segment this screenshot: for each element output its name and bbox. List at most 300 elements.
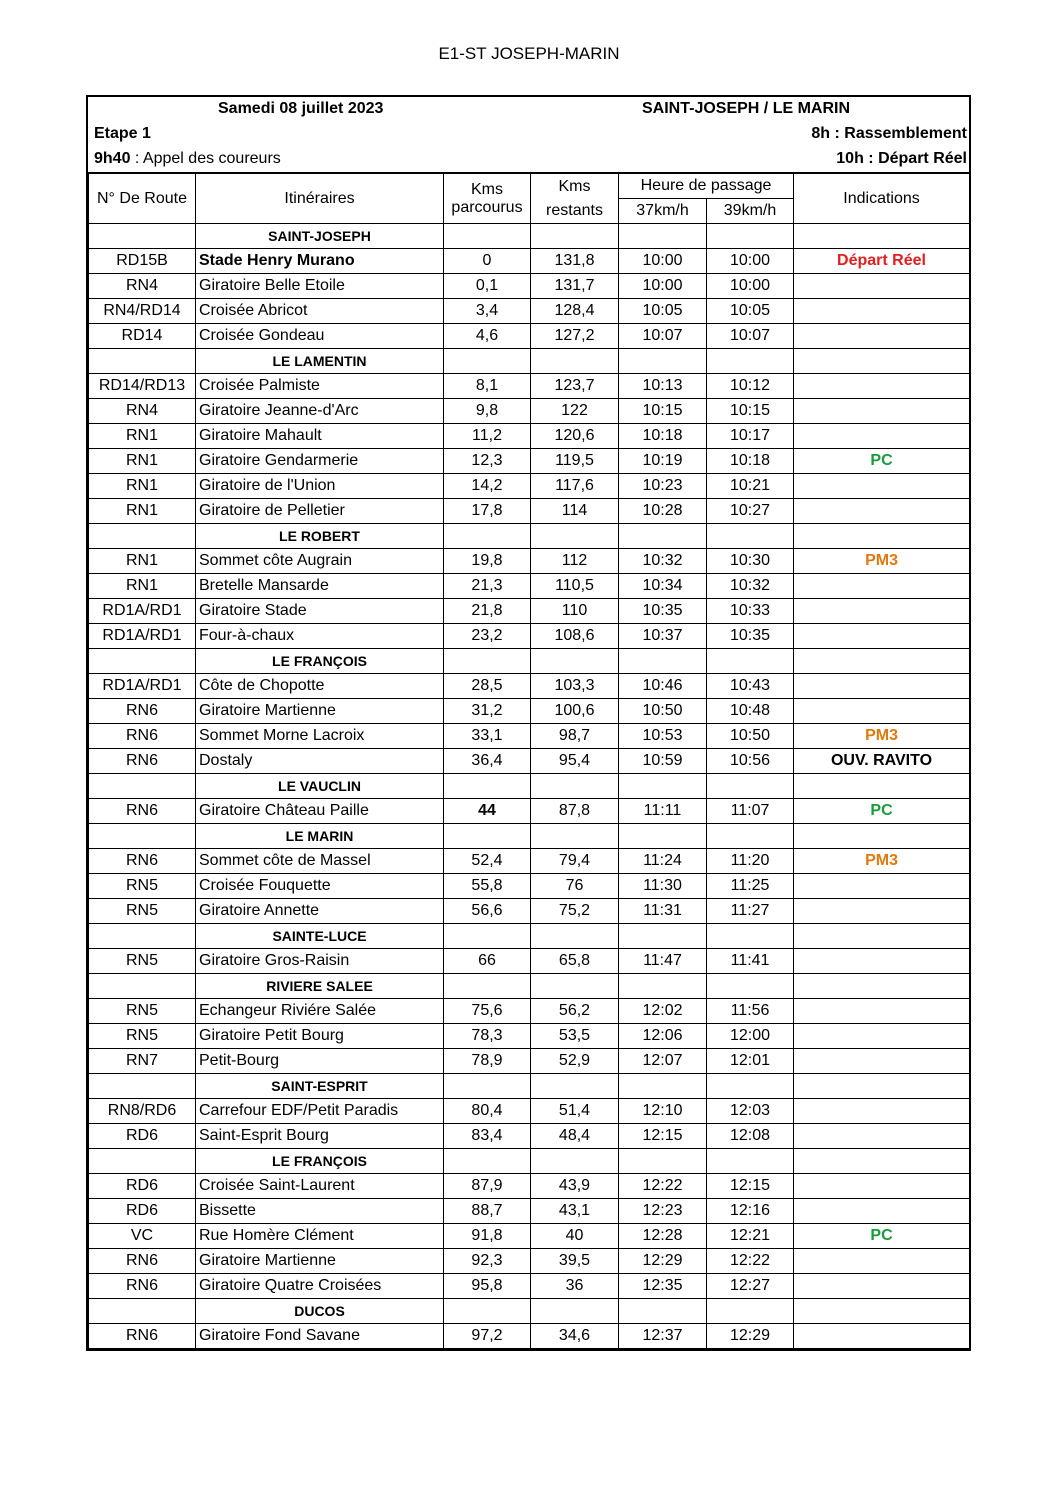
- start-info: 10h : Départ Réel: [836, 150, 967, 167]
- empty-cell: [444, 824, 531, 849]
- time-37kmh: 10:46: [619, 674, 707, 699]
- time-39kmh: 10:15: [707, 399, 794, 424]
- race-date: Samedi 08 juillet 2023: [218, 100, 384, 117]
- time-39kmh: 10:35: [707, 624, 794, 649]
- indication: PM3: [794, 549, 970, 574]
- town-row: [89, 824, 970, 849]
- indication: [794, 474, 970, 499]
- time-37kmh: 10:37: [619, 624, 707, 649]
- time-39kmh: 10:18: [707, 449, 794, 474]
- route-number: RN5: [89, 999, 196, 1024]
- indication: [794, 424, 970, 449]
- kms-done: 33,1: [444, 724, 531, 749]
- kms-done: 56,6: [444, 899, 531, 924]
- place-name: Giratoire Gros-Raisin: [196, 949, 444, 974]
- route-number: RN6: [89, 1249, 196, 1274]
- time-37kmh: 12:35: [619, 1274, 707, 1299]
- kms-left: 40: [531, 1224, 619, 1249]
- empty-cell: [619, 974, 707, 999]
- kms-left: 39,5: [531, 1249, 619, 1274]
- time-37kmh: 11:31: [619, 899, 707, 924]
- kms-done: 36,4: [444, 749, 531, 774]
- kms-left: 95,4: [531, 749, 619, 774]
- time-39kmh: 12:22: [707, 1249, 794, 1274]
- indication: [794, 874, 970, 899]
- waypoint-row: [89, 324, 970, 349]
- town-row: [89, 349, 970, 374]
- empty-cell: [531, 649, 619, 674]
- route-number: RN5: [89, 949, 196, 974]
- place-name: Giratoire de Pelletier: [196, 499, 444, 524]
- empty-cell: [619, 349, 707, 374]
- waypoint-row: [89, 1124, 970, 1149]
- waypoint-row: [89, 424, 970, 449]
- kms-left: 98,7: [531, 724, 619, 749]
- route-number: RD14/RD13: [89, 374, 196, 399]
- indication: Départ Réel: [794, 249, 970, 274]
- waypoint-row: [89, 1199, 970, 1224]
- time-39kmh: 12:27: [707, 1274, 794, 1299]
- time-39kmh: 11:56: [707, 999, 794, 1024]
- indication: [794, 1174, 970, 1199]
- page-title: E1-ST JOSEPH-MARIN: [438, 44, 620, 63]
- kms-left: 65,8: [531, 949, 619, 974]
- empty-cell: [794, 1149, 970, 1174]
- empty-cell: [444, 1074, 531, 1099]
- kms-left: 103,3: [531, 674, 619, 699]
- kms-left: 131,7: [531, 274, 619, 299]
- empty-cell: [619, 524, 707, 549]
- place-name: Sommet côte de Massel: [196, 849, 444, 874]
- waypoint-row: [89, 749, 970, 774]
- waypoint-row: [89, 474, 970, 499]
- itinerary-rows: [89, 224, 970, 1349]
- kms-done: 92,3: [444, 1249, 531, 1274]
- kms-done: 95,8: [444, 1274, 531, 1299]
- empty-cell: [531, 924, 619, 949]
- waypoint-row: [89, 874, 970, 899]
- time-37kmh: 12:10: [619, 1099, 707, 1124]
- place-name: Giratoire de l'Union: [196, 474, 444, 499]
- empty-cell: [794, 774, 970, 799]
- time-37kmh: 10:05: [619, 299, 707, 324]
- place-name: Giratoire Belle Etoile: [196, 274, 444, 299]
- empty-cell: [531, 1149, 619, 1174]
- waypoint-row: [89, 299, 970, 324]
- empty-cell: [707, 1149, 794, 1174]
- kms-done: 78,9: [444, 1049, 531, 1074]
- time-39kmh: 12:21: [707, 1224, 794, 1249]
- empty-cell: [619, 224, 707, 249]
- kms-done: 21,8: [444, 599, 531, 624]
- empty-cell: [444, 774, 531, 799]
- route-number: RN8/RD6: [89, 1099, 196, 1124]
- route-number: RD1A/RD1: [89, 674, 196, 699]
- empty-cell: [444, 349, 531, 374]
- col-speed-39: 39km/h: [707, 199, 794, 224]
- route-number: VC: [89, 1224, 196, 1249]
- time-37kmh: 12:07: [619, 1049, 707, 1074]
- indication: [794, 299, 970, 324]
- time-37kmh: 10:15: [619, 399, 707, 424]
- route-number: RD14: [89, 324, 196, 349]
- town-row: [89, 649, 970, 674]
- empty-cell: [89, 1074, 196, 1099]
- kms-done: 88,7: [444, 1199, 531, 1224]
- time-39kmh: 12:08: [707, 1124, 794, 1149]
- indication: OUV. RAVITO: [794, 749, 970, 774]
- time-37kmh: 10:28: [619, 499, 707, 524]
- header-line-1: [88, 97, 969, 122]
- indication: [794, 599, 970, 624]
- indication: [794, 624, 970, 649]
- place-name: Sommet Morne Lacroix: [196, 724, 444, 749]
- indication: [794, 1024, 970, 1049]
- time-37kmh: 12:22: [619, 1174, 707, 1199]
- time-39kmh: 10:17: [707, 424, 794, 449]
- place-name: Saint-Esprit Bourg: [196, 1124, 444, 1149]
- empty-cell: [89, 649, 196, 674]
- kms-left: 131,8: [531, 249, 619, 274]
- route-number: RD6: [89, 1174, 196, 1199]
- waypoint-row: [89, 849, 970, 874]
- route-number: RN6: [89, 699, 196, 724]
- time-37kmh: 11:24: [619, 849, 707, 874]
- waypoint-row: [89, 949, 970, 974]
- indication: [794, 324, 970, 349]
- time-39kmh: 11:20: [707, 849, 794, 874]
- town-name: SAINT-JOSEPH: [196, 224, 444, 249]
- time-37kmh: 10:00: [619, 249, 707, 274]
- time-37kmh: 12:29: [619, 1249, 707, 1274]
- place-name: Bissette: [196, 1199, 444, 1224]
- time-39kmh: 10:30: [707, 549, 794, 574]
- empty-cell: [531, 349, 619, 374]
- kms-left: 36: [531, 1274, 619, 1299]
- empty-cell: [444, 1149, 531, 1174]
- time-37kmh: 11:11: [619, 799, 707, 824]
- town-row: [89, 974, 970, 999]
- route-number: RN1: [89, 449, 196, 474]
- time-37kmh: 10:35: [619, 599, 707, 624]
- route-number: RD1A/RD1: [89, 599, 196, 624]
- kms-done: 97,2: [444, 1324, 531, 1349]
- empty-cell: [444, 524, 531, 549]
- col-kms-left: Kms restants: [531, 173, 619, 224]
- time-39kmh: 10:33: [707, 599, 794, 624]
- indication: [794, 374, 970, 399]
- place-name: Bretelle Mansarde: [196, 574, 444, 599]
- time-39kmh: 10:12: [707, 374, 794, 399]
- time-39kmh: 12:15: [707, 1174, 794, 1199]
- kms-done: 21,3: [444, 574, 531, 599]
- place-name: Giratoire Petit Bourg: [196, 1024, 444, 1049]
- time-37kmh: 10:53: [619, 724, 707, 749]
- indication: PM3: [794, 849, 970, 874]
- kms-left: 53,5: [531, 1024, 619, 1049]
- kms-left: 122: [531, 399, 619, 424]
- empty-cell: [89, 349, 196, 374]
- empty-cell: [619, 774, 707, 799]
- waypoint-row: [89, 1324, 970, 1349]
- indication: [794, 949, 970, 974]
- time-37kmh: 10:18: [619, 424, 707, 449]
- route-number: RN6: [89, 724, 196, 749]
- kms-left: 120,6: [531, 424, 619, 449]
- waypoint-row: [89, 449, 970, 474]
- empty-cell: [89, 924, 196, 949]
- empty-cell: [444, 1299, 531, 1324]
- stage-route: SAINT-JOSEPH / LE MARIN: [642, 100, 851, 117]
- kms-left: 48,4: [531, 1124, 619, 1149]
- waypoint-row: [89, 624, 970, 649]
- waypoint-row: [89, 374, 970, 399]
- route-number: RN5: [89, 899, 196, 924]
- indication: PC: [794, 1224, 970, 1249]
- waypoint-row: [89, 699, 970, 724]
- kms-done: 19,8: [444, 549, 531, 574]
- route-number: RN5: [89, 874, 196, 899]
- kms-left: 43,9: [531, 1174, 619, 1199]
- empty-cell: [794, 824, 970, 849]
- empty-cell: [794, 224, 970, 249]
- town-name: RIVIERE SALEE: [196, 974, 444, 999]
- kms-left: 79,4: [531, 849, 619, 874]
- col-indications: Indications: [794, 173, 970, 224]
- kms-left: 119,5: [531, 449, 619, 474]
- kms-done: 55,8: [444, 874, 531, 899]
- empty-cell: [531, 1299, 619, 1324]
- empty-cell: [794, 649, 970, 674]
- kms-left: 108,6: [531, 624, 619, 649]
- route-number: RN6: [89, 849, 196, 874]
- kms-done: 0,1: [444, 274, 531, 299]
- place-name: Rue Homère Clément: [196, 1224, 444, 1249]
- route-number: RN5: [89, 1024, 196, 1049]
- waypoint-row: [89, 1049, 970, 1074]
- place-name: Côte de Chopotte: [196, 674, 444, 699]
- kms-done: 8,1: [444, 374, 531, 399]
- empty-cell: [444, 924, 531, 949]
- waypoint-row: [89, 799, 970, 824]
- empty-cell: [444, 974, 531, 999]
- empty-cell: [794, 974, 970, 999]
- kms-done: 31,2: [444, 699, 531, 724]
- route-number: RN1: [89, 549, 196, 574]
- waypoint-row: [89, 1224, 970, 1249]
- place-name: Croisée Fouquette: [196, 874, 444, 899]
- itinerary-table: [88, 172, 970, 1349]
- indication: [794, 674, 970, 699]
- kms-done: 66: [444, 949, 531, 974]
- indication: [794, 399, 970, 424]
- place-name: Croisée Palmiste: [196, 374, 444, 399]
- time-39kmh: 10:32: [707, 574, 794, 599]
- time-37kmh: 10:19: [619, 449, 707, 474]
- route-number: RD15B: [89, 249, 196, 274]
- town-name: SAINTE-LUCE: [196, 924, 444, 949]
- empty-cell: [531, 774, 619, 799]
- route-number: RN1: [89, 424, 196, 449]
- waypoint-row: [89, 274, 970, 299]
- indication: [794, 274, 970, 299]
- time-37kmh: 12:28: [619, 1224, 707, 1249]
- place-name: Giratoire Jeanne-d'Arc: [196, 399, 444, 424]
- empty-cell: [794, 1299, 970, 1324]
- kms-done: 80,4: [444, 1099, 531, 1124]
- time-39kmh: 12:03: [707, 1099, 794, 1124]
- time-37kmh: 10:07: [619, 324, 707, 349]
- indication: [794, 1099, 970, 1124]
- time-39kmh: 10:07: [707, 324, 794, 349]
- kms-done: 83,4: [444, 1124, 531, 1149]
- empty-cell: [707, 1299, 794, 1324]
- empty-cell: [619, 924, 707, 949]
- route-number: RN1: [89, 499, 196, 524]
- town-row: [89, 1299, 970, 1324]
- time-37kmh: 12:37: [619, 1324, 707, 1349]
- time-37kmh: 10:34: [619, 574, 707, 599]
- kms-done: 14,2: [444, 474, 531, 499]
- time-39kmh: 10:05: [707, 299, 794, 324]
- kms-left: 87,8: [531, 799, 619, 824]
- time-39kmh: 10:00: [707, 249, 794, 274]
- time-39kmh: 10:00: [707, 274, 794, 299]
- empty-cell: [794, 1074, 970, 1099]
- route-number: RN4: [89, 274, 196, 299]
- time-37kmh: 12:06: [619, 1024, 707, 1049]
- empty-cell: [89, 1299, 196, 1324]
- place-name: Giratoire Annette: [196, 899, 444, 924]
- time-39kmh: 10:21: [707, 474, 794, 499]
- empty-cell: [619, 649, 707, 674]
- time-39kmh: 11:27: [707, 899, 794, 924]
- indication: [794, 1249, 970, 1274]
- empty-cell: [531, 824, 619, 849]
- empty-cell: [707, 224, 794, 249]
- kms-done: 17,8: [444, 499, 531, 524]
- stage-label: Etape 1: [94, 125, 151, 142]
- kms-done: 9,8: [444, 399, 531, 424]
- town-name: LE FRANÇOIS: [196, 649, 444, 674]
- empty-cell: [531, 974, 619, 999]
- route-number: RN1: [89, 474, 196, 499]
- kms-left: 43,1: [531, 1199, 619, 1224]
- indication: PC: [794, 799, 970, 824]
- indication: [794, 1049, 970, 1074]
- place-name: Giratoire Stade: [196, 599, 444, 624]
- empty-cell: [619, 1299, 707, 1324]
- route-number: RD6: [89, 1199, 196, 1224]
- time-37kmh: 12:23: [619, 1199, 707, 1224]
- town-row: [89, 524, 970, 549]
- indication: [794, 1274, 970, 1299]
- col-speed-37: 37km/h: [619, 199, 707, 224]
- kms-left: 123,7: [531, 374, 619, 399]
- time-39kmh: 12:01: [707, 1049, 794, 1074]
- indication: [794, 1124, 970, 1149]
- time-39kmh: 11:07: [707, 799, 794, 824]
- waypoint-row: [89, 999, 970, 1024]
- kms-left: 117,6: [531, 474, 619, 499]
- col-kms-done: Kms parcourus: [444, 173, 531, 224]
- indication: [794, 699, 970, 724]
- kms-left: 76: [531, 874, 619, 899]
- roll-call-info: 9h40 : Appel des coureurs: [94, 150, 281, 167]
- town-name: LE VAUCLIN: [196, 774, 444, 799]
- col-itinerary: Itinéraires: [196, 173, 444, 224]
- town-name: LE LAMENTIN: [196, 349, 444, 374]
- kms-left: 110,5: [531, 574, 619, 599]
- place-name: Giratoire Martienne: [196, 699, 444, 724]
- place-name: Giratoire Fond Savane: [196, 1324, 444, 1349]
- time-37kmh: 11:47: [619, 949, 707, 974]
- empty-cell: [619, 1149, 707, 1174]
- place-name: Echangeur Riviére Salée: [196, 999, 444, 1024]
- time-37kmh: 12:02: [619, 999, 707, 1024]
- indication: PC: [794, 449, 970, 474]
- route-number: RN1: [89, 574, 196, 599]
- kms-left: 51,4: [531, 1099, 619, 1124]
- time-37kmh: 10:32: [619, 549, 707, 574]
- waypoint-row: [89, 549, 970, 574]
- place-name: Croisée Abricot: [196, 299, 444, 324]
- indication: [794, 999, 970, 1024]
- place-name: Giratoire Martienne: [196, 1249, 444, 1274]
- kms-done: 91,8: [444, 1224, 531, 1249]
- town-name: DUCOS: [196, 1299, 444, 1324]
- time-39kmh: 10:56: [707, 749, 794, 774]
- col-passage: Heure de passage: [619, 173, 794, 199]
- kms-left: 75,2: [531, 899, 619, 924]
- route-number: RN7: [89, 1049, 196, 1074]
- kms-done: 0: [444, 249, 531, 274]
- time-39kmh: 12:29: [707, 1324, 794, 1349]
- route-number: RN6: [89, 799, 196, 824]
- place-name: Sommet côte Augrain: [196, 549, 444, 574]
- place-name: Giratoire Quatre Croisées: [196, 1274, 444, 1299]
- kms-done: 87,9: [444, 1174, 531, 1199]
- town-name: LE FRANÇOIS: [196, 1149, 444, 1174]
- place-name: Dostaly: [196, 749, 444, 774]
- place-name: Croisée Saint-Laurent: [196, 1174, 444, 1199]
- route-number: RN6: [89, 1324, 196, 1349]
- kms-left: 56,2: [531, 999, 619, 1024]
- waypoint-row: [89, 1099, 970, 1124]
- kms-done: 28,5: [444, 674, 531, 699]
- time-37kmh: 10:00: [619, 274, 707, 299]
- empty-cell: [794, 524, 970, 549]
- route-number: RD6: [89, 1124, 196, 1149]
- empty-cell: [707, 349, 794, 374]
- kms-done: 23,2: [444, 624, 531, 649]
- empty-cell: [707, 1074, 794, 1099]
- waypoint-row: [89, 249, 970, 274]
- time-37kmh: 10:13: [619, 374, 707, 399]
- indication: PM3: [794, 724, 970, 749]
- place-name: Giratoire Château Paille: [196, 799, 444, 824]
- indication: [794, 1324, 970, 1349]
- town-row: [89, 1149, 970, 1174]
- kms-done: 44: [444, 799, 531, 824]
- kms-left: 127,2: [531, 324, 619, 349]
- kms-left: 128,4: [531, 299, 619, 324]
- time-39kmh: 12:16: [707, 1199, 794, 1224]
- route-number: RN6: [89, 1274, 196, 1299]
- header-line-2: [88, 122, 969, 147]
- empty-cell: [531, 524, 619, 549]
- town-row: [89, 774, 970, 799]
